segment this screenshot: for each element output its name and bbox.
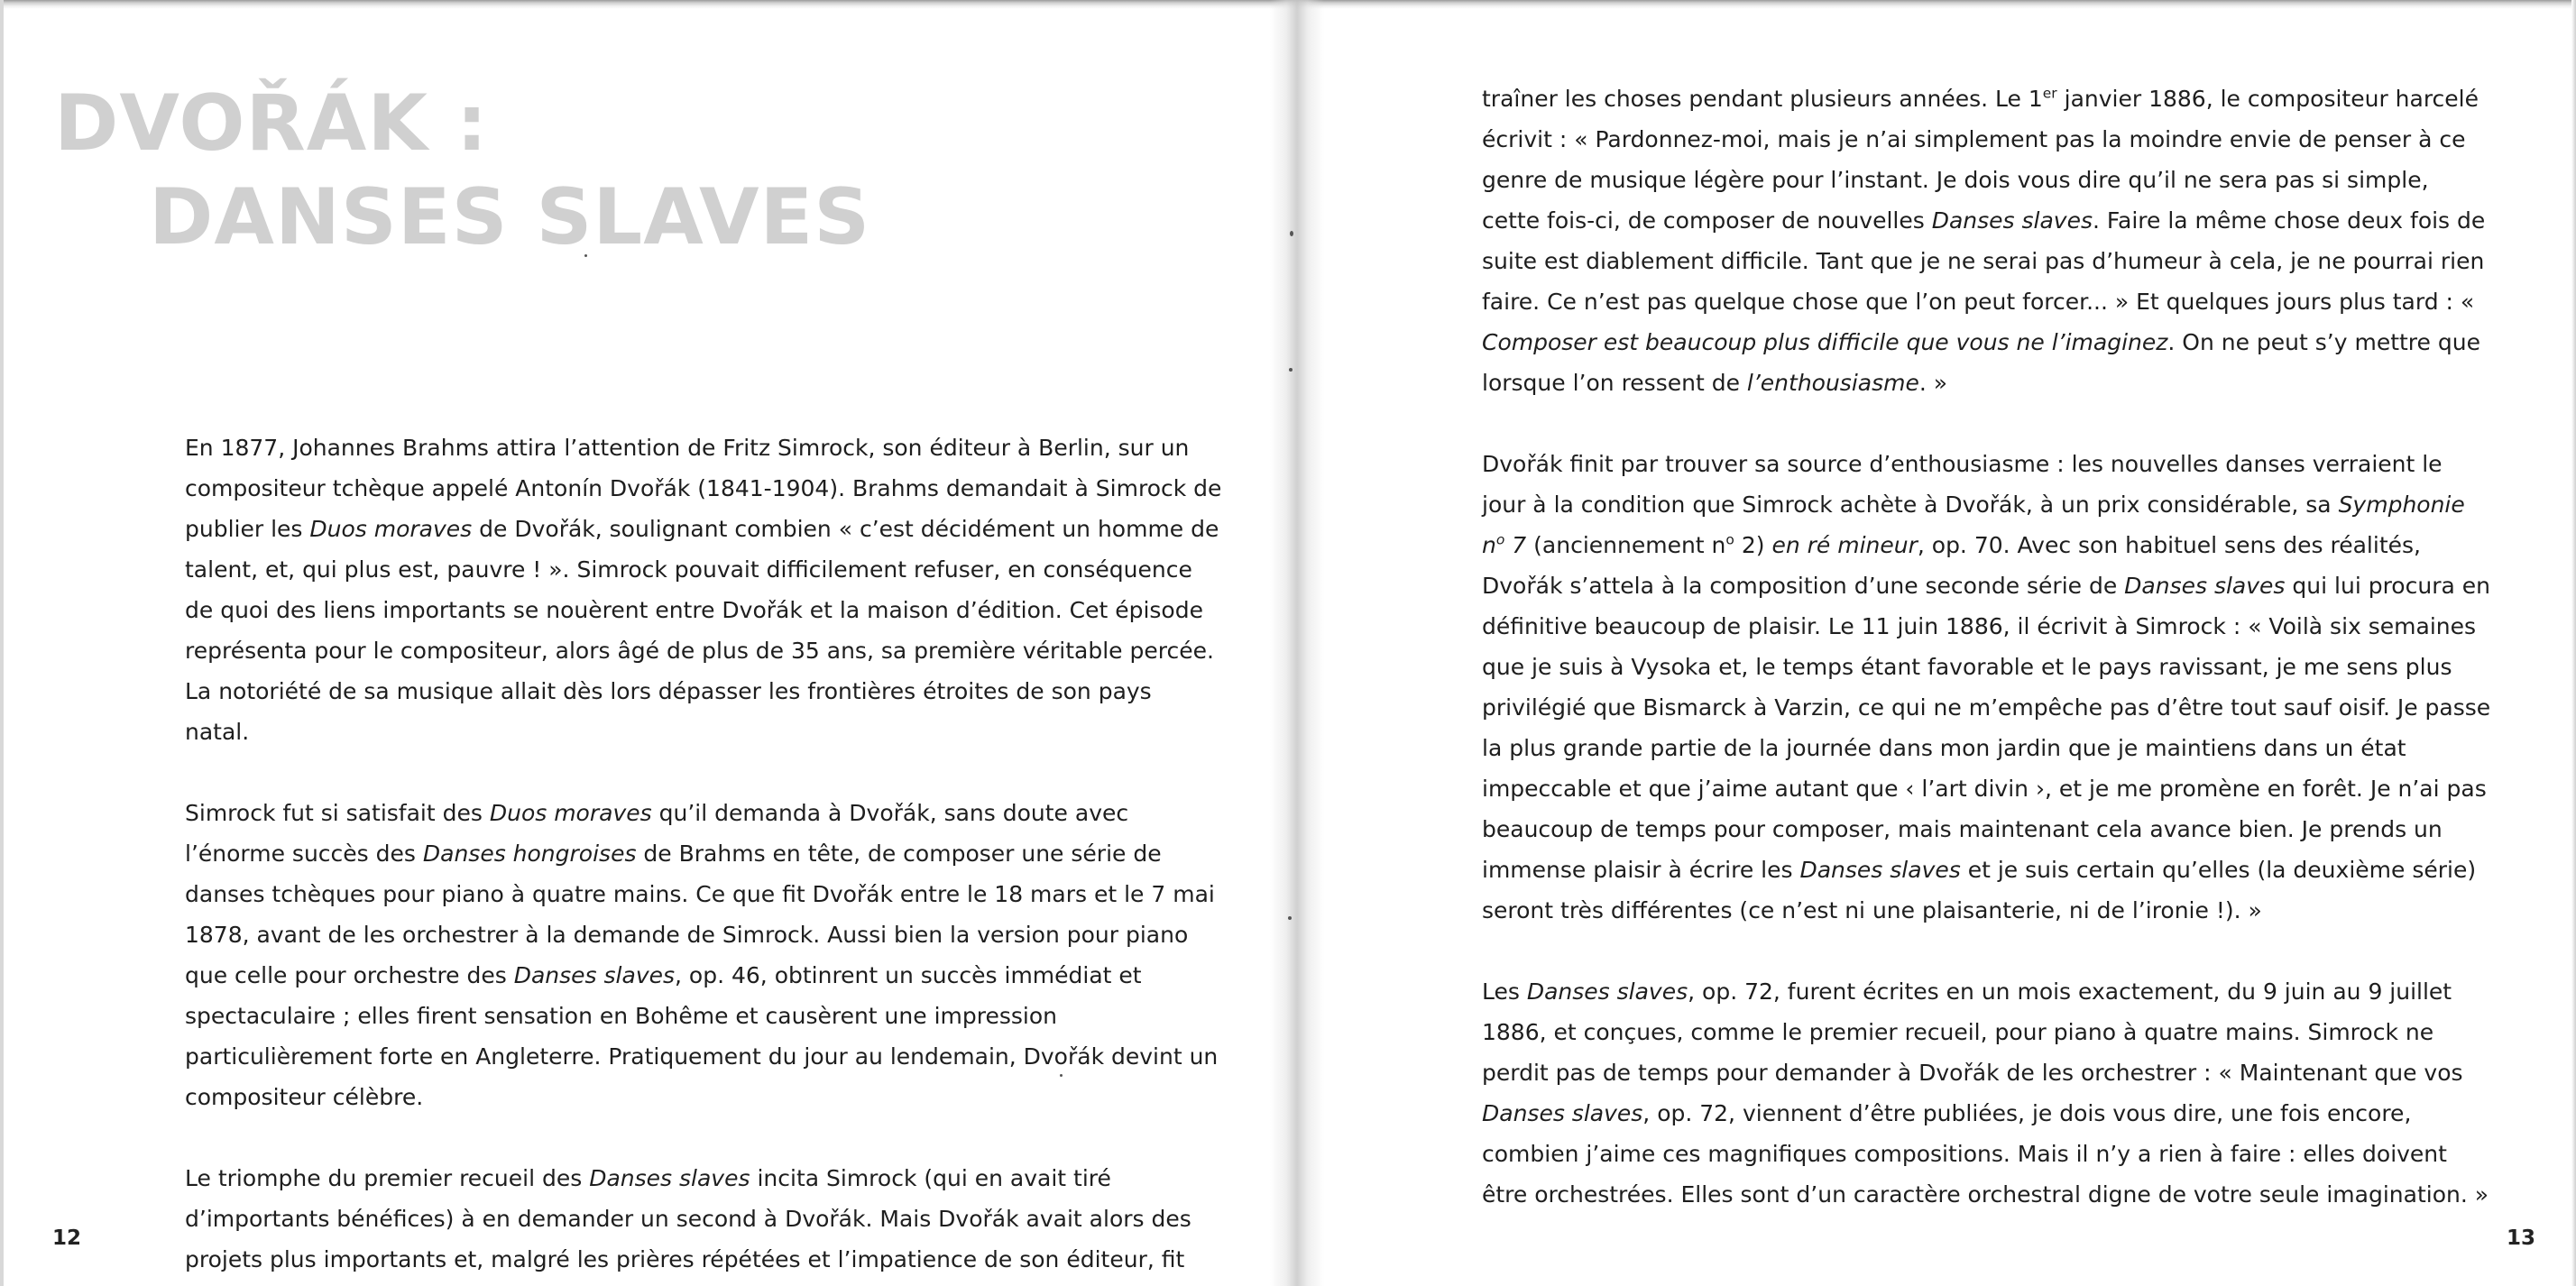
text-run: , op. 72, viennent d’être publiées, je dois vous dire, une fois encore, combien j’aime ces magnifiques compositions. Mais il n’y a rien à faire : elles doivent être orchestrées. Elles sont d’un caractère orchestral digne de votre seule imagination. » <box>1482 1100 2489 1208</box>
text-run: En 1877, Johannes Brahms attira l’attention de Fritz Simrock, son éditeur à Berlin, sur un compositeur tchèque appelé Antonín Dvořák (1841-1904). Brahms demandait à Simrock de publier les <box>185 435 1222 542</box>
page-title <box>54 77 870 264</box>
text-run: Les <box>1482 978 1527 1005</box>
italic-text-run: en ré mineur <box>1771 532 1918 558</box>
scan-speck <box>1290 231 1293 236</box>
text-run: 2) <box>1734 532 1772 558</box>
title-line-2: DANSES SLAVES <box>149 172 871 262</box>
italic-text-run: Danses slaves <box>2124 573 2286 599</box>
italic-text-run: Danses slaves <box>1799 857 1961 883</box>
italic-text-run: Danses slaves <box>513 962 676 988</box>
paragraph <box>185 1158 1222 1280</box>
text-run: de Brahms en tête, de composer une série de danses tchèques pour piano à quatre mains. Ce que fit Dvořák entre le 18 mars et le 7 mai 1878, avant de les orchestrer à la demande de Simrock. Aussi bien la version pour piano que celle pour orchestre des <box>185 840 1215 988</box>
text-run: , op. 46, obtinrent un succès immédiat et spectaculaire ; elles firent sensation en Bohême et causèrent une impression particulièrement forte en Angleterre. Pratiquement du jour au lendemain, Dvořák devint un compositeur célèbre. <box>185 962 1219 1110</box>
scan-speck <box>1289 368 1293 372</box>
paragraph <box>1482 971 2492 1215</box>
italic-text-run: Danses slaves <box>1526 978 1688 1005</box>
page-number-right: 13 <box>2506 1226 2535 1250</box>
italic-text-run: Danses slaves <box>1482 1100 1643 1126</box>
paragraph <box>1482 78 2492 403</box>
text-run: . On ne peut s’y mettre que lorsque l’on ressent de <box>1482 329 2480 396</box>
text-run: qui lui procura en définitive beaucoup de plaisir. Le 11 juin 1886, il écrivit à Simrock : « Voilà six semaines que je suis à Vysoka et, le temps étant favorable et le pays ravissant, je me sens plus privilégié que Bismarck à Varzin, ce qui ne m’empêche pas d’être tout sauf oisif. Je passe la plus grande partie de la journée dans mon jardin que je maintiens dans un état impeccable et que j’aime autant que ‹ l’art divin ›, et je me promène en forêt. Je n’ai pas beaucoup de temps pour composer, mais maintenant cela avance bien. Je prends un immense plaisir à écrire les <box>1482 573 2491 883</box>
page-left-edge <box>0 0 4 1286</box>
italic-text-run: Danses hongroises <box>422 840 637 867</box>
italic-text-run: Duos moraves <box>309 516 473 542</box>
text-run: janvier 1886, le compositeur harcelé écrivit : « Pardonnez-moi, mais je n’ai simplement pas la moindre envie de penser à ce genre de musique légère pour l’instant. Je dois vous dire qu’il ne sera pas si simple, cette fois-ci, de composer de nouvelles <box>1482 86 2479 234</box>
scan-speck <box>1288 916 1292 920</box>
text-run: . Faire la même chose deux fois de suite est diablement difficile. Tant que je ne serai pas d’humeur à cela, je ne pourrai rien faire. Ce n’est pas quelque chose que l’on peut forcer... » Et quelques jours plus tard : « <box>1482 207 2486 315</box>
text-run: (anciennement n <box>1526 532 1726 558</box>
paragraph <box>1482 444 2492 931</box>
text-run: Dvořák finit par trouver sa source d’enthousiasme : les nouvelles danses verraient le jour à la condition que Simrock achète à Dvořák, à un prix considérable, sa <box>1482 451 2443 518</box>
italic-text-run: Composer est beaucoup plus difficile que vous ne l’imaginez <box>1482 329 2168 355</box>
italic-text-run: o <box>1495 531 1505 548</box>
text-run: incita Simrock (qui en avait tiré d’importants bénéfices) à en demander un second à Dvořák. Mais Dvořák avait alors des projets plus importants et, malgré les prières répétées et l’impatience de son éditeur, fit <box>185 1165 1191 1272</box>
italic-text-run: l’enthousiasme <box>1746 370 1919 396</box>
page-right-edge <box>2571 0 2576 1286</box>
left-page-text <box>185 427 1222 1280</box>
text-run: . » <box>1918 370 1948 396</box>
paragraph <box>185 427 1222 752</box>
text-run: de Dvořák, soulignant combien « c’est décidément un homme de talent, et, qui plus est, pauvre ! ». Simrock pouvait difficilement refuser, en conséquence de quoi des liens importants se nouèrent entre Dvořák et la maison d’édition. Cet épisode représenta pour le compositeur, alors âgé de plus de 35 ans, sa première véritable percée. La notoriété de sa musique allait dès lors dépasser les frontières étroites de son pays natal. <box>185 516 1219 745</box>
text-run: Simrock fut si satisfait des <box>185 800 490 826</box>
italic-text-run: Danses slaves <box>1931 207 2093 234</box>
page-number-left: 12 <box>52 1226 82 1250</box>
text-run: , op. 72, furent écrites en un mois exactement, du 9 juin au 9 juillet 1886, et conçues, comme le premier recueil, pour piano à quatre mains. Simrock ne perdit pas de temps pour demander à Dvořák de les orchestrer : « Maintenant que vos <box>1482 978 2463 1086</box>
italic-text-run: Danses slaves <box>589 1165 750 1191</box>
book-gutter-shadow <box>1270 0 1324 1286</box>
superscript-text-run: o <box>1725 531 1734 548</box>
text-run: Le triomphe du premier recueil des <box>185 1165 590 1191</box>
paragraph <box>185 793 1222 1117</box>
text-run: et je suis certain qu’elles (la deuxième série) seront très différentes (ce n’est ni une plaisanterie, ni de l’ironie !). » <box>1482 857 2477 923</box>
superscript-text-run: er <box>2042 85 2057 102</box>
italic-text-run: Duos moraves <box>489 800 652 826</box>
italic-text-run: 7 <box>1504 532 1527 558</box>
right-page-text <box>1482 78 2492 1215</box>
italic-text-run: Symphonie n <box>1482 491 2465 558</box>
title-line-1: DVOŘÁK : <box>54 78 489 169</box>
text-run: traîner les choses pendant plusieurs années. Le 1 <box>1482 86 2043 112</box>
text-run: , op. 70. Avec son habituel sens des réalités, Dvořák s’attela à la composition d’une seconde série de <box>1482 532 2421 599</box>
text-run: qu’il demanda à Dvořák, sans doute avec l’énorme succès des <box>185 800 1129 867</box>
